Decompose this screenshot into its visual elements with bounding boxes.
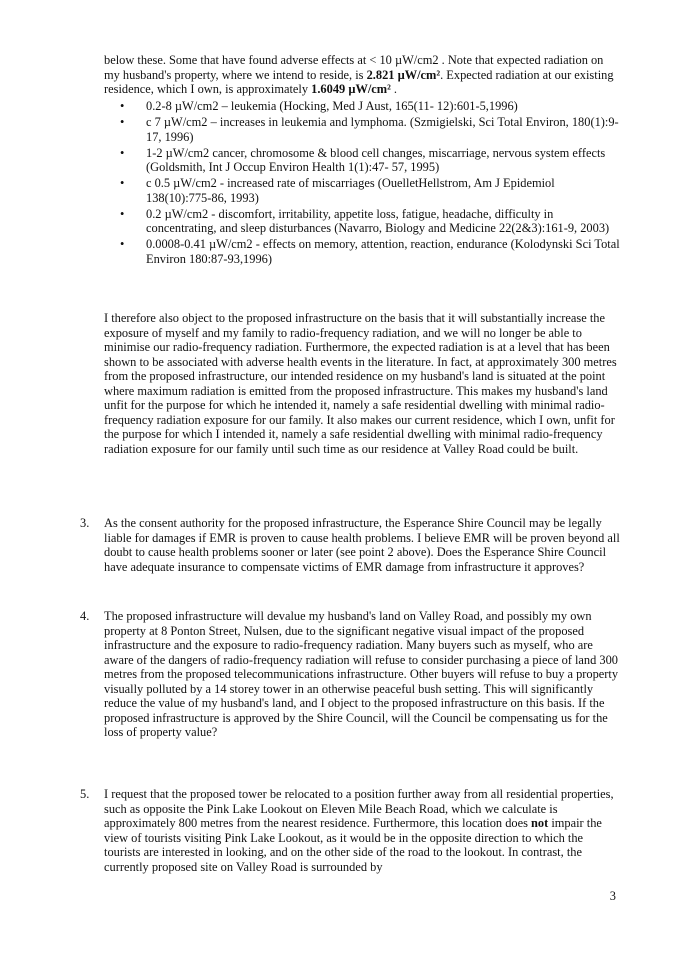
intro-text-2: . Expected radiation at our existing residence, which I own, is approximately [104,67,614,96]
numbered-item-4 [80,609,620,740]
effects-list [104,99,620,268]
item-number: 4. [80,609,90,623]
intro-text-1: below these. Some that have found adverse effects at < 10 µW/cm2 . Note that expected radiation on my husband's property, where we intend to reside, is [104,53,604,82]
list-item: • 1-2 µW/cm2 cancer, chromosome & blood cell changes, miscarriage, nervous system effects (Goldsmith, Int J Occup Environ Health 1(1):47- 57, 1995) [120,145,606,174]
list-item: • 0.0008-0.41 µW/cm2 - effects on memory, attention, reaction, endurance (Kolodynski Sci Total Environ 180:87-93,1996) [120,237,620,266]
bullet-icon: • [120,145,125,160]
item-text: I request that the proposed tower be relocated to a position further away from all residential properties, such as opposite the Pink Lake Lookout on Eleven Mile Beach Road, which we calculate is approximately 800 metres from the nearest residence. Furthermore, this location does not impair the view of tourists visiting Pink Lake Lookout, as it would be in the opposite direction to which the tourists are interested in looking, and on the other side of the road to the lookout. In contrast, the currently proposed site on Valley Road is surrounded by [104,787,614,874]
bullet-icon: • [120,237,125,251]
intro-paragraph [104,53,620,97]
intro-text-3: . [390,82,398,96]
item-text: As the consent authority for the proposed infrastructure, the Esperance Shire Council may be legally liable for damages if EMR is proven to cause health problems. I believe EMR will be proven beyond all doubt to cause health problems sooner or later (see point 2 above). Does the Esperance Shire Council have adequate insurance to compensate victims of EMR damage from infrastructure it approves? [104,516,620,574]
page-number: 3 [609,889,616,903]
list-item: • c 0.5 µW/cm2 - increased rate of miscarriages (OuelletHellstrom, Am J Epidemiol 138(10):775-86, 1993) [120,176,555,205]
list-item: • 0.2-8 µW/cm2 – leukemia (Hocking, Med J Aust, 165(11- 12):601-5,1996) [120,99,518,113]
item-text: The proposed infrastructure will devalue my husband's land on Valley Road, and possibly my own property at 8 Ponton Street, Nulsen, due to the significant negative visual impact of the proposed infrastructure and the exposure to radio-frequency radiation. Many buyers such as myself, who are aware of the dangers of radio-frequency radiation will refuse to consider purchasing a piece of land 300 metres from the proposed telecommunications infrastructure. Other buyers will refuse to buy a property visually polluted by a 14 storey tower in an otherwise peaceful bush setting. This will significantly reduce the value of my husband's land, and I object to the proposed infrastructure on this basis. If the proposed infrastructure is approved by the Shire Council, will the Council be compensating us for the loss of property value? [104,609,619,739]
emphasis-not: not [531,816,549,830]
bullet-icon: • [120,176,125,190]
bullet-icon: • [120,115,125,129]
item-number: 3. [80,516,90,530]
existing-radiation-value: 1.6049 µW/cm² [311,82,391,96]
bullet-icon: • [120,99,125,113]
item-number: 5. [80,787,90,801]
bullet-icon: • [120,206,125,221]
objection-paragraph: I therefore also object to the proposed infrastructure on the basis that it will substantially increase the exposure of myself and my family to radio-frequency radiation, and we will no longer be able to minimise our radio-frequency radiation. Furthermore, the expected radiation is at a level that has been shown to be associated with adverse health events in the literature. In fact, at approximately 300 metres from the proposed infrastructure, our intended residence on my husband's land is situated at the point where maximum radiation is emitted from the proposed infrastructure. This makes my husband's land unfit for the purpose for which he intended it, namely a safe residential dwelling with minimal radio-frequency radiation exposure for our family. It also makes our current residence, which I own, unfit for the purpose for which I intended it, namely a safe residential dwelling with minimal radio-frequency radiation exposure for our family until such time as our residence at Valley Road could be built. [104,311,617,456]
husband-radiation-value: 2.821 µW/cm² [366,67,441,82]
list-item: • c 7 µW/cm2 – increases in leukemia and lymphoma. (Szmigielski, Sci Total Environ, 180(1):9-17, 1996) [120,115,619,144]
numbered-item-5 [80,787,620,874]
numbered-item-3 [80,516,620,574]
list-item: • 0.2 µW/cm2 - discomfort, irritability, appetite loss, fatigue, headache, difficulty in concentrating, and sleep disturbances (Navarro, Biology and Medicine 22(2&3):161-9, 2003) [120,206,610,235]
